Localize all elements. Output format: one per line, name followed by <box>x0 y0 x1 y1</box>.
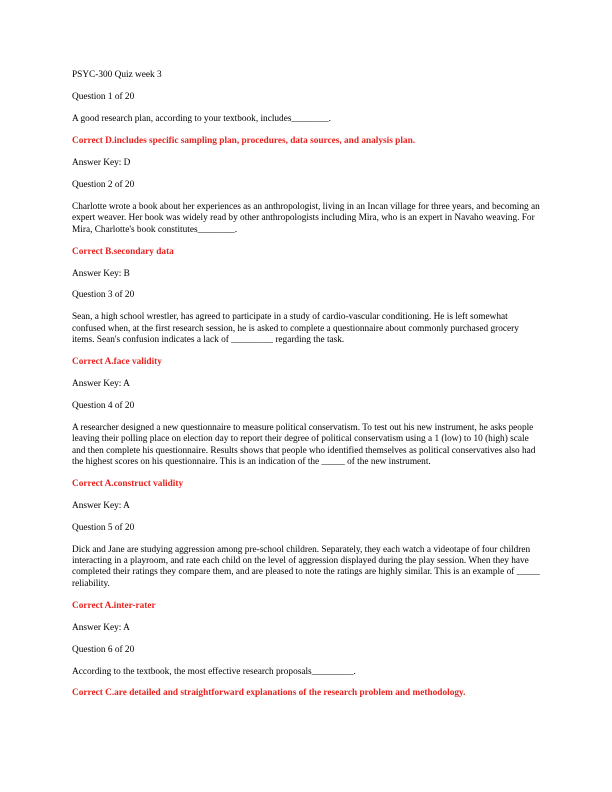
question-number: Question 3 of 20 <box>72 290 135 301</box>
answer-key: Answer Key: A <box>72 622 130 633</box>
question-block <box>72 180 542 280</box>
correct-answer: Correct D.includes specific sampling plan, procedures, data sources, and analysis plan. <box>72 136 416 147</box>
question-text: A good research plan, according to your textbook, includes________. <box>72 114 331 125</box>
answer-key: Answer Key: A <box>72 500 130 511</box>
question-block <box>72 401 542 512</box>
question-number: Question 2 of 20 <box>72 180 135 191</box>
correct-answer: Correct B.secondary data <box>72 246 174 257</box>
correct-answer: Correct A.inter-rater <box>72 600 156 611</box>
question-number: Question 6 of 20 <box>72 644 135 655</box>
question-text: Charlotte wrote a book about her experiences as an anthropologist, living in an Incan village for three years, and becoming an expert weaver. Her book was widely read by other anthropologists including Mira, who is an expert in Navaho weaving. For Mira, Charlotte's book constitutes________. <box>72 201 540 235</box>
answer-key: Answer Key: A <box>72 379 130 389</box>
correct-answer: Correct C.are detailed and straightforward explanations of the research problem and methodology. <box>72 688 466 699</box>
correct-answer: Correct A.construct validity <box>72 478 184 489</box>
question-block <box>72 92 542 169</box>
question-block <box>72 645 542 700</box>
document-title: PSYC-300 Quiz week 3 <box>72 70 162 80</box>
correct-answer: Correct A.face validity <box>72 357 162 368</box>
question-number: Question 1 of 20 <box>72 92 135 103</box>
question-text: A researcher designed a new questionnaire to measure political conservatism. To test out his new instrument, he asks people leaving their polling place on election day to report their degree of political conservatism using a 1 (low) to 10 (high) scale and then complete his questionnaire. Results shows that people who identified themselves as political conservatives also had the highest scores on his questionnaire. This is an indication of the _____ of the new instrument. <box>72 422 536 468</box>
answer-key: Answer Key: D <box>72 158 131 169</box>
question-text: Sean, a high school wrestler, has agreed to participate in a study of cardio-vascular conditioning. He is left somewhat confused when, at the first research session, he is asked to complete a questionnaire about commonly purchased grocery items. Sean's confusion indicates a lack of _________ regarding the task. <box>72 312 519 346</box>
question-block <box>72 523 542 634</box>
question-text: According to the textbook, the most effective research proposals_________. <box>72 666 356 677</box>
answer-key: Answer Key: B <box>72 268 130 279</box>
question-text: Dick and Jane are studying aggression among pre-school children. Separately, they each watch a videotape of four children interacting in a playroom, and rate each child on the level of aggression displayed during the play session. When they have completed their ratings they compare them, and are pleased to note the ratings are highly similar. This is an example of _____ reliability. <box>72 544 540 589</box>
question-block <box>72 290 542 390</box>
document-page <box>72 70 542 710</box>
question-number: Question 5 of 20 <box>72 522 135 533</box>
question-number: Question 4 of 20 <box>72 400 135 411</box>
